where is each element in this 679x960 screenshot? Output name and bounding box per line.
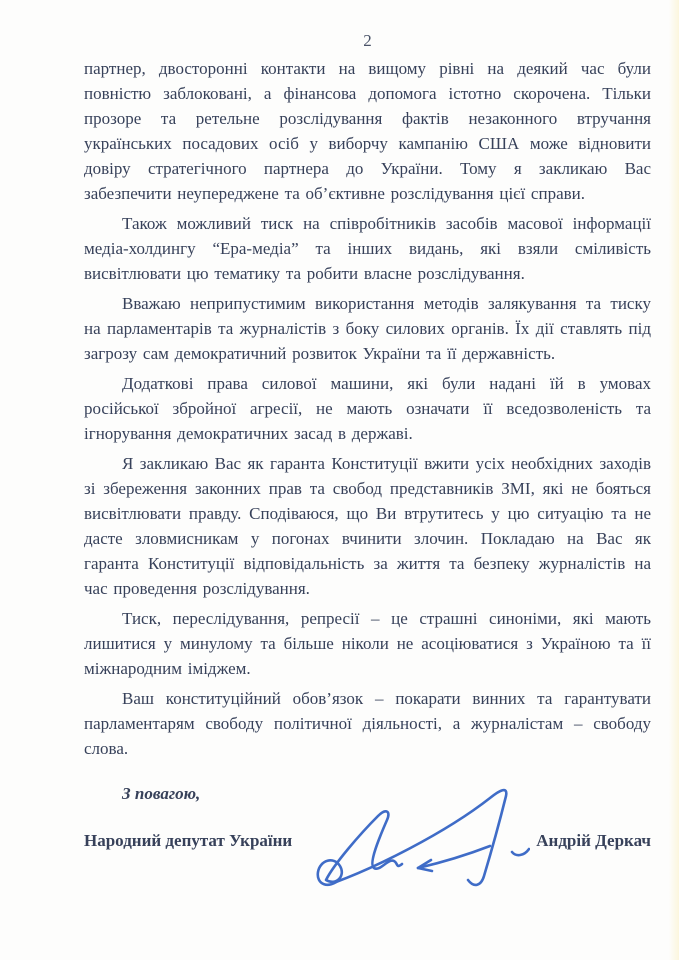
page-number: 2: [363, 31, 372, 50]
paragraph-3: Вважаю неприпустимим використання методів залякування та тиску на парламентарів та журналістів з боку силових органів. Їх дії ставлять під загрозу сам демократичний розвиток України та її державність.: [84, 294, 651, 363]
signature-block: [84, 828, 651, 853]
paragraph-7: Ваш конституційний обов’язок – покарати винних та гарантувати парламентарям свободу політичної діяльності, а журналістам – свободу слова.: [84, 689, 651, 758]
paragraph-2: Також можливий тиск на співробітників засобів масової інформації медіа-холдингу “Ера-медіа” та інших видань, які взяли сміливість висвітлювати цю тематику та робити власне розслідування.: [84, 214, 651, 283]
closing-salutation: З повагою,: [122, 784, 201, 803]
signer-name: Андрій Деркач: [536, 831, 651, 850]
paragraph-1: партнер, двосторонні контакти на вищому рівні на деякий час були повністю заблоковані, а фінансова допомога істотно скорочена. Тільки прозоре та ретельне розслідування фактів незаконного втручання українських посадових осіб у виборчу кампанію США може відновити довіру стратегічного партнера до України. Тому я закликаю Вас забезпечити неупереджене та об’єктивне розслідування цієї справи.: [84, 59, 651, 203]
signer-title: Народний депутат України: [84, 831, 293, 850]
paragraph-5: Я закликаю Вас як гаранта Конституції вжити усіх необхідних заходів зі збереження законних прав та свобод представників ЗМІ, які не бояться висвітлювати правду. Сподіваюся, що Ви втрутитесь у цю ситуацію та не дасте зловмисникам у погонах вчинити злочин. Покладаю на Вас як гаранта Конституції відповідальність за життя та безпеку журналістів на час проведення розслідування.: [84, 454, 651, 598]
paragraph-6: Тиск, переслідування, репресії – це страшні синоніми, які мають лишитися у минулому та більше ніколи не асоціюватися з Україною та її міжнародним іміджем.: [84, 609, 651, 678]
letter-body: [84, 30, 651, 853]
paragraph-4: Додаткові права силової машини, які були надані їй в умовах російської збройної агресії, не мають означати її вседозволеність та ігнорування демократичних засад в державі.: [84, 374, 651, 443]
